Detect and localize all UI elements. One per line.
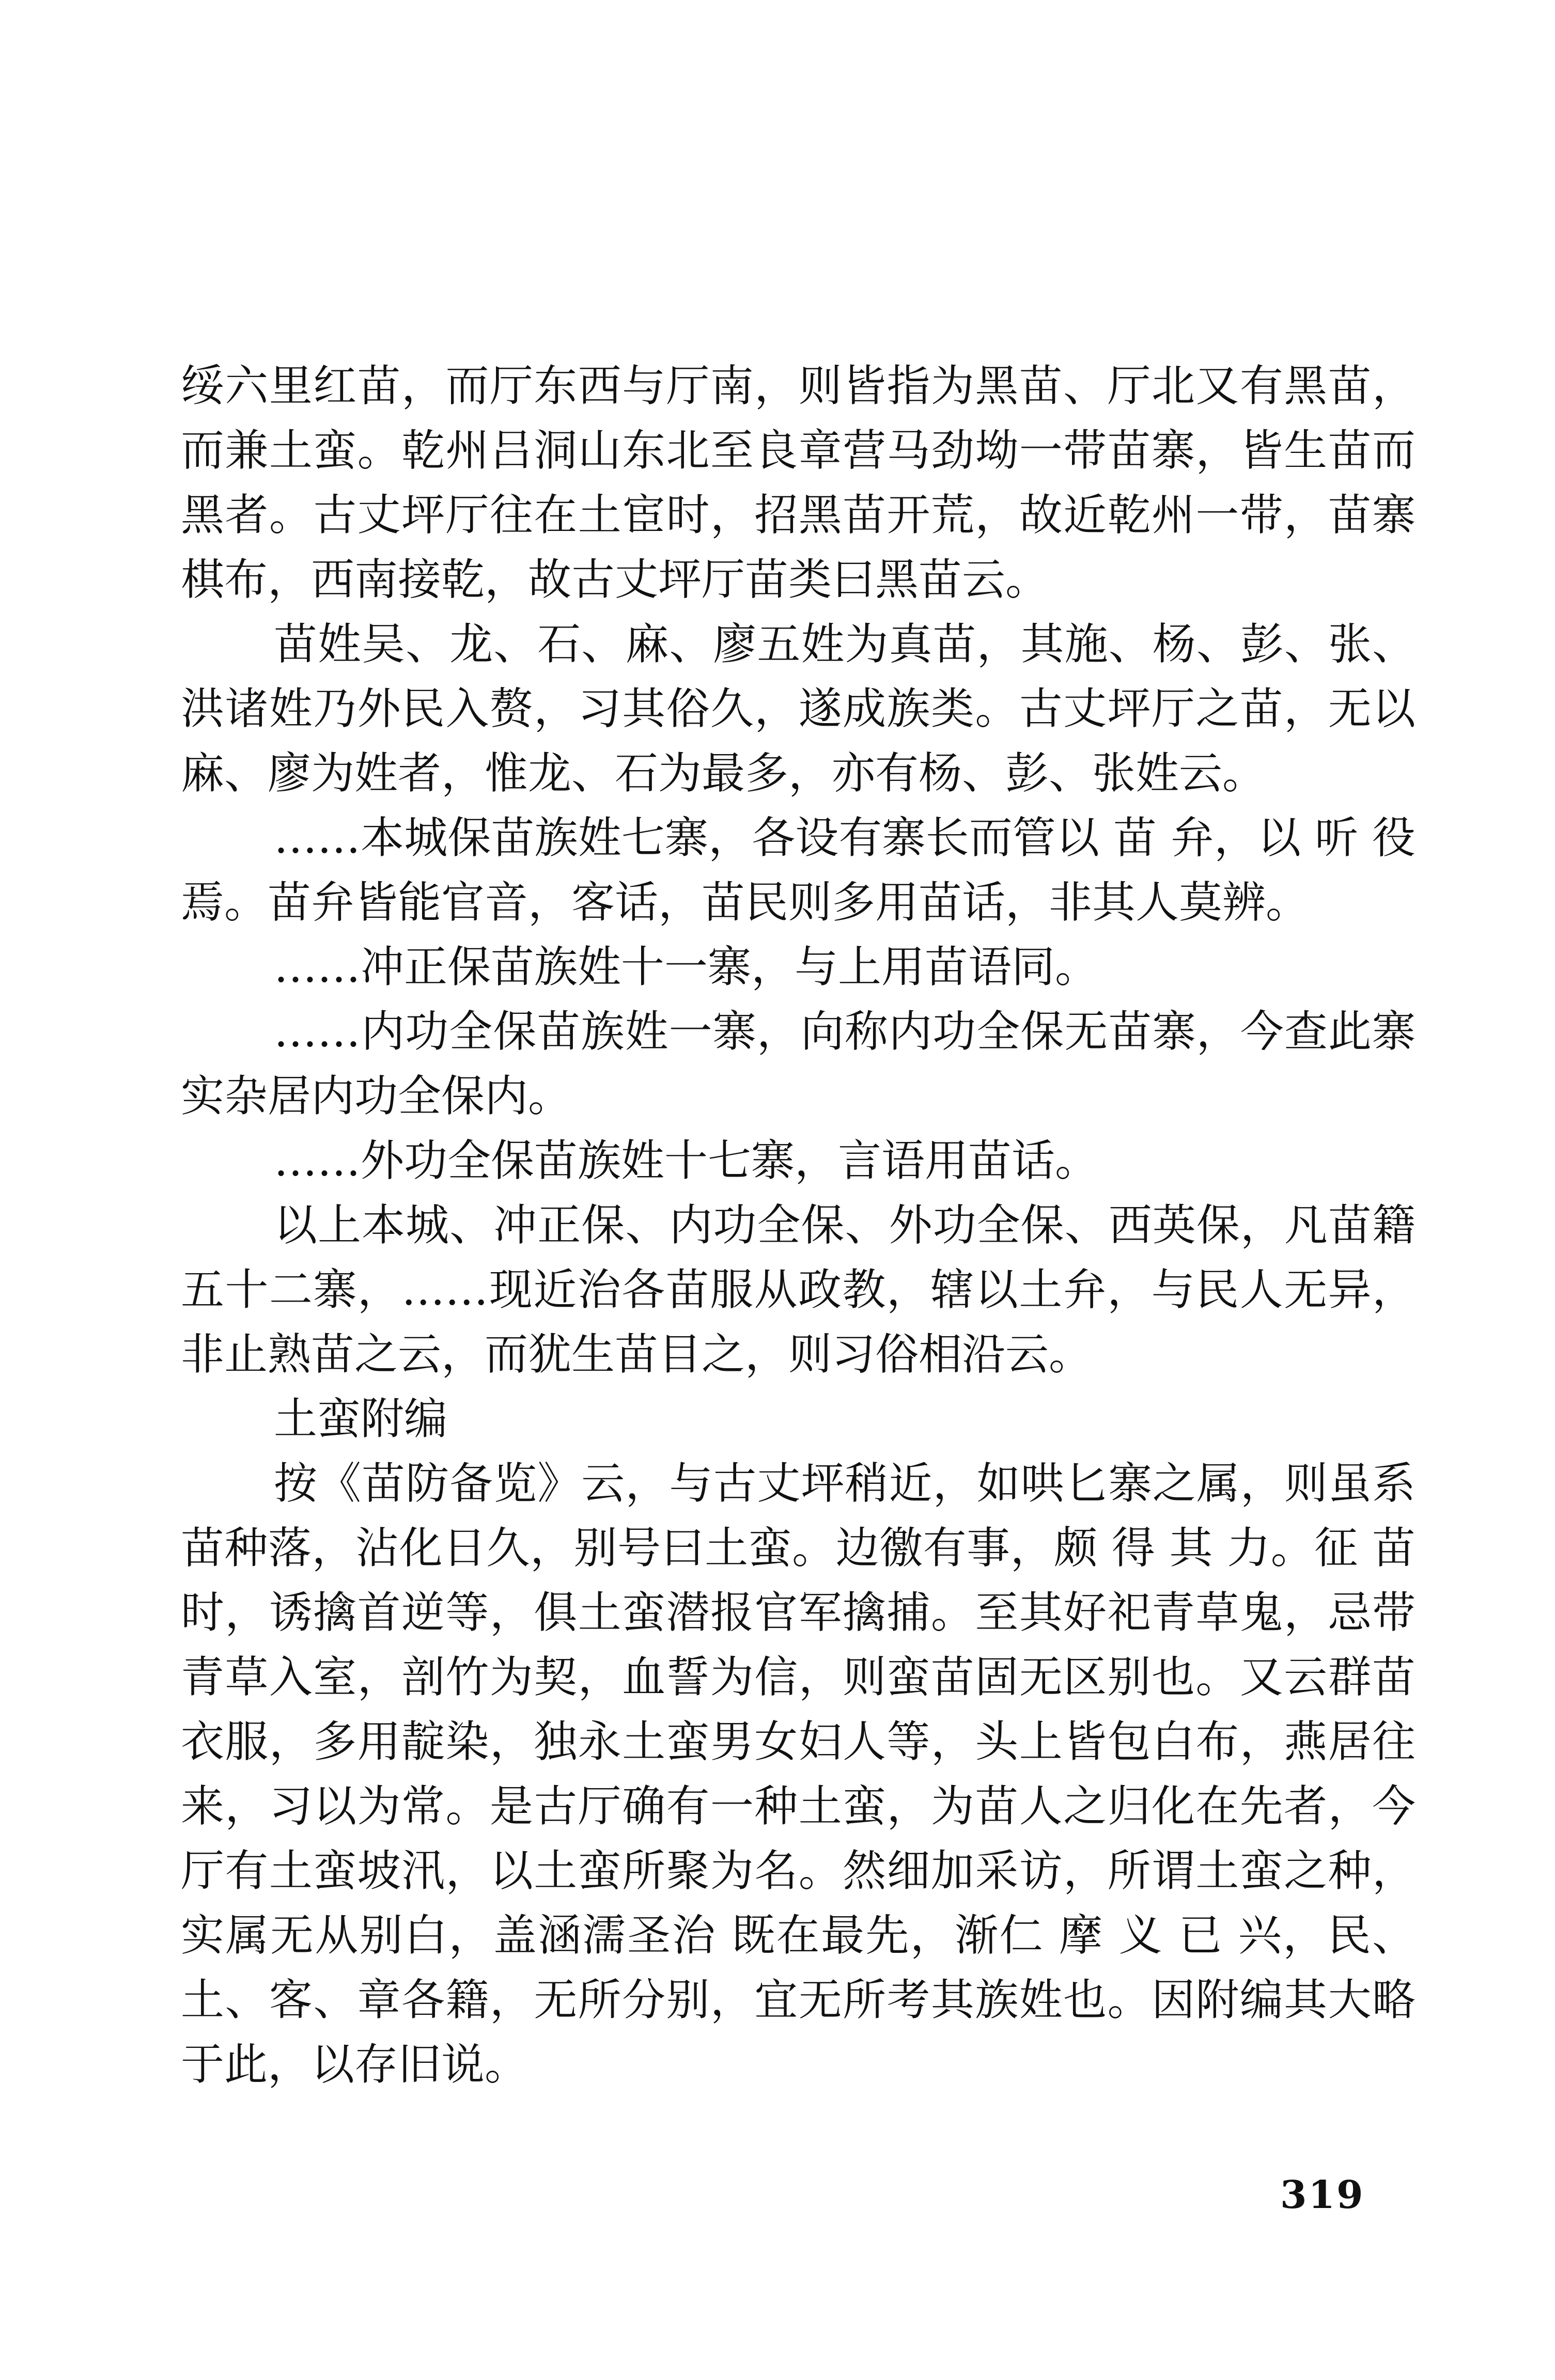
text-line: ……本城保苗族姓七寨，各设有寨长而管以 苗 弁，以 听 役 bbox=[274, 812, 1416, 863]
text-line: 绥六里红苗，而厅东西与厅南，则皆指为黑苗、厅北又有黑苗， bbox=[181, 361, 1416, 411]
text-line: 而兼土蛮。乾州吕洞山东北至良章营马劲坳一带苗寨，皆生苗而 bbox=[181, 425, 1416, 476]
text-line: 棋布，西南接乾，故古丈坪厅苗类曰黑苗云。 bbox=[181, 554, 1049, 605]
section-heading: 土蛮附编 bbox=[274, 1393, 448, 1444]
text-line: ……冲正保苗族姓十一寨，与上用苗语同。 bbox=[274, 942, 1099, 992]
text-line: 衣服，多用靛染，独永土蛮男女妇人等，头上皆包白布，燕居往 bbox=[181, 1716, 1416, 1767]
text-line: 非止熟苗之云，而犹生苗目之，则习俗相沿云。 bbox=[181, 1329, 1093, 1380]
text-line: 五十二寨，……现近治各苗服从政教，辖以土弁，与民人无异， bbox=[181, 1264, 1416, 1315]
text-line: 厅有土蛮坡汛，以土蛮所聚为名。然细加采访，所谓土蛮之种， bbox=[181, 1845, 1416, 1896]
text-line: 土、客、章各籍，无所分别，宜无所考其族姓也。因附编其大略 bbox=[181, 1975, 1416, 2025]
text-line: 苗姓吴、龙、石、麻、廖五姓为真苗，其施、杨、彭、张、 bbox=[274, 619, 1416, 669]
main-text bbox=[181, 356, 1416, 2100]
text-line: 来，习以为常。是古厅确有一种土蛮，为苗人之归化在先者，今 bbox=[181, 1781, 1416, 1831]
text-line: 以上本城、冲正保、内功全保、外功全保、西英保，凡苗籍 bbox=[274, 1200, 1416, 1250]
text-line: 于此，以存旧说。 bbox=[181, 2039, 528, 2090]
text-line: 时，诱擒首逆等，俱土蛮潜报官军擒捕。至其好祀青草鬼，忌带 bbox=[181, 1587, 1416, 1638]
text-line: 按《苗防备览》云，与古丈坪稍近，如哄匕寨之属，则虽系 bbox=[274, 1458, 1416, 1509]
text-line: 实属无从别白，盖涵濡圣治 既在最先，渐仁 摩 义 已 兴，民、 bbox=[181, 1910, 1416, 1961]
text-line: ……外功全保苗族姓十七寨，言语用苗话。 bbox=[274, 1135, 1099, 1186]
text-line: 洪诸姓乃外民入赘，习其俗久，遂成族类。古丈坪厅之苗，无以 bbox=[181, 683, 1416, 734]
page-number: 319 bbox=[1280, 2173, 1365, 2217]
text-line: 实杂居内功全保内。 bbox=[181, 1071, 572, 1121]
text-line: 黑者。古丈坪厅往在土宦时，招黑苗开荒，故近乾州一带，苗寨 bbox=[181, 490, 1416, 540]
text-line: ……内功全保苗族姓一寨，向称内功全保无苗寨，今查此寨 bbox=[274, 1006, 1416, 1057]
text-line: 焉。苗弁皆能官音，客话，苗民则多用苗话，非其人莫辨。 bbox=[181, 877, 1310, 928]
text-line: 苗种落，沾化日久，别号曰土蛮。边徼有事，颇 得 其 力。征 苗 bbox=[181, 1523, 1416, 1573]
text-line: 青草入室，剖竹为契，血誓为信，则蛮苗固无区别也。又云群苗 bbox=[181, 1652, 1416, 1702]
text-line: 麻、廖为姓者，惟龙、石为最多，亦有杨、彭、张姓云。 bbox=[181, 748, 1266, 798]
